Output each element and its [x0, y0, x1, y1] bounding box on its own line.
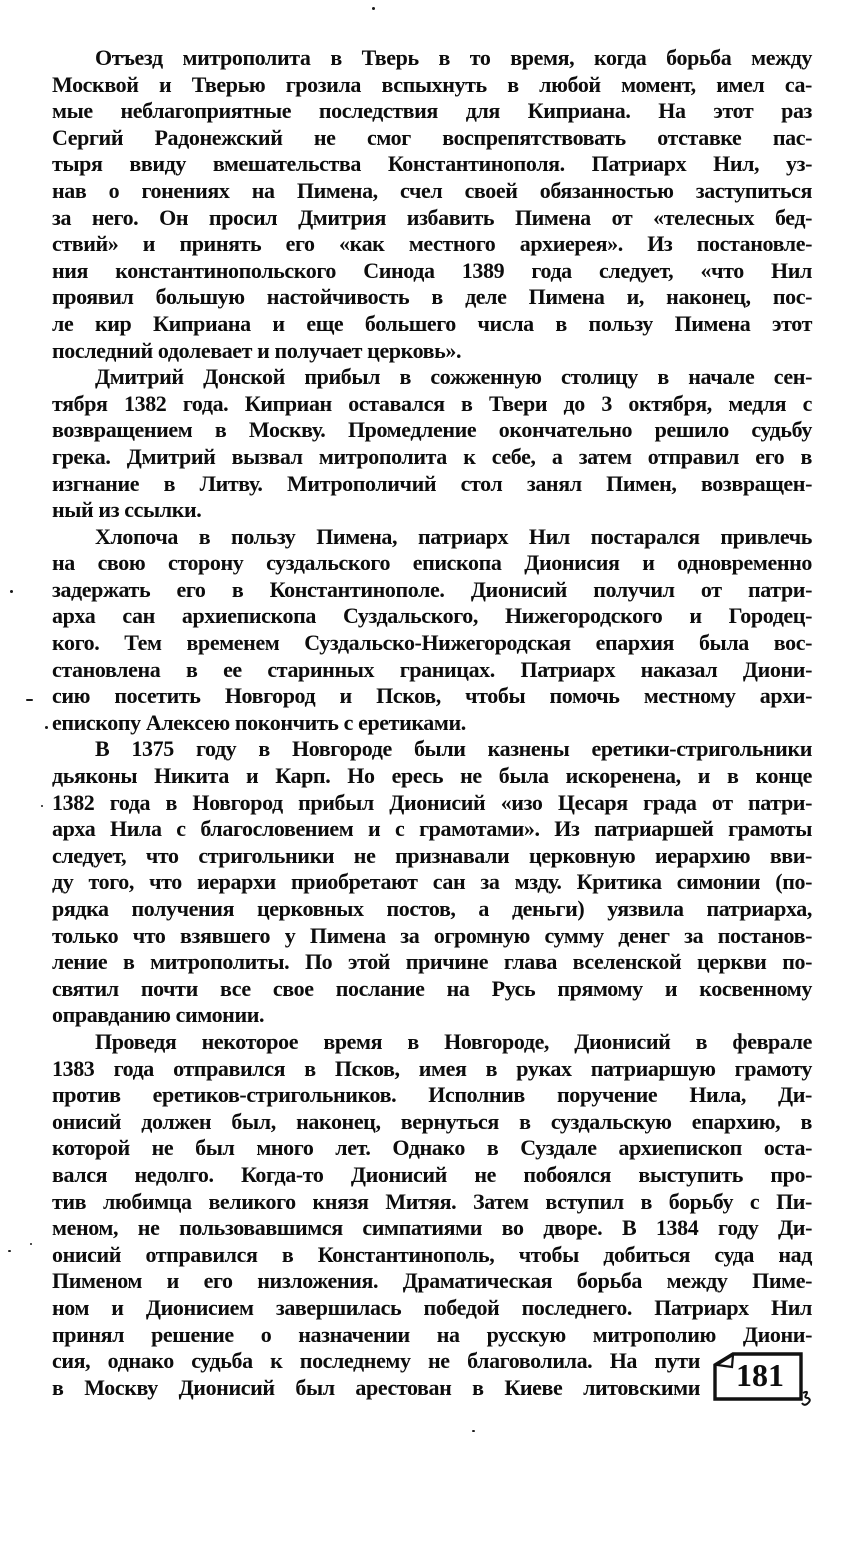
text-line: вался недолго. Когда-то Дионисий не побоялся выступить про- [52, 1161, 812, 1187]
paragraph-2 [52, 364, 812, 524]
paragraph-1 [52, 45, 812, 364]
text-line: проявил большую настойчивость в деле Пимена и, наконец, пос- [52, 284, 812, 310]
text-line: онисий отправился в Константинополь, чтобы добиться суда над [52, 1241, 812, 1267]
text-line: тября 1382 года. Киприан оставался в Твери до 3 октября, медля с [52, 390, 812, 416]
text-line: онисий должен был, наконец, вернуться в суздальскую епархию, в [52, 1108, 812, 1134]
paragraph-4 [52, 736, 812, 1029]
paragraph-5-tail [52, 1348, 812, 1401]
ink-curl-icon [802, 1392, 810, 1405]
text-line: мые неблагоприятные последствия для Киприана. На этот раз [52, 98, 812, 124]
text-line: нав о гонениях на Пимена, счел своей обязанностью заступиться [52, 177, 812, 203]
text-line: ном и Дионисием завершилась победой последнего. Патриарх Нил [52, 1294, 812, 1320]
text-line: ление в митрополиты. По этой причине глава вселенской церкви по- [52, 949, 812, 975]
scan-speck [8, 1250, 11, 1252]
page-number-box [712, 1352, 812, 1402]
text-line: оправданию симонии. [52, 1002, 265, 1028]
text-line: ный из ссылки. [52, 497, 202, 523]
scan-speck [10, 590, 13, 593]
text-line: Хлопоча в пользу Пимена, патриарх Нил постарался привлечь [95, 523, 812, 549]
text-line: на свою сторону суздальского епископа Дионисия и одновременно [52, 550, 812, 576]
text-line: Дмитрий Донской прибыл в сожженную столицу в начале сен- [95, 364, 812, 390]
text-line: тыря ввиду вмешательства Константинополя. Патриарх Нил, уз- [52, 151, 812, 177]
text-line: сия, однако судьба к последнему не благоволила. На пути [52, 1348, 700, 1374]
paragraph-5 [52, 1029, 812, 1348]
text-line: изгнание в Литву. Митрополичий стол занял Пимен, возвращен- [52, 470, 812, 496]
text-line: арха сан архиепископа Суздальского, Нижегородского и Городец- [52, 603, 812, 629]
text-line: против еретиков-стригольников. Исполнив поручение Нила, Ди- [52, 1082, 812, 1108]
text-line: кого. Тем временем Суздальско-Нижегородская епархия была вос- [52, 630, 812, 656]
text-line: Сергий Радонежский не смог воспрепятствовать отставке пас- [52, 124, 812, 150]
text-line: Пименом и его низложения. Драматическая борьба между Пиме- [52, 1268, 812, 1294]
text-line: принял решение о назначении на русскую митрополию Диони- [52, 1321, 812, 1347]
text-line: сию посетить Новгород и Псков, чтобы помочь местному архи- [52, 683, 812, 709]
text-line: арха Нила с благословением и с грамотами». Из патриаршей грамоты [52, 816, 812, 842]
text-line: епископу Алексею покончить с еретиками. [52, 709, 466, 735]
text-line: ду того, что иерархи приобретают сан за мзду. Критика симонии (по- [52, 869, 812, 895]
text-line: становлена в ее старинных границах. Патриарх наказал Диони- [52, 656, 812, 682]
text-line: святил почти все свое послание на Русь прямому и косвенному [52, 975, 812, 1001]
text-line: ния константинопольского Синода 1389 года следует, «что Нил [52, 257, 812, 283]
text-line: 1383 года отправился в Псков, имея в руках патриаршую грамоту [52, 1055, 812, 1081]
scan-speck [472, 1430, 475, 1432]
text-line: возвращением в Москву. Промедление окончательно решило судьбу [52, 417, 812, 443]
text-line: ле кир Киприана и еще большего числа в пользу Пимена этот [52, 310, 812, 336]
text-line: задержать его в Константинополе. Дионисий получил от патри- [52, 576, 812, 602]
text-line: за него. Он просил Дмитрия избавить Пимена от «телесных бед- [52, 204, 812, 230]
scan-speck [41, 805, 43, 807]
paragraph-3 [52, 524, 812, 737]
text-line: рядка получения церковных постов, а деньги) уязвила патриарха, [52, 896, 812, 921]
text-line: В 1375 году в Новгороде были казнены еретики-стригольники [95, 736, 812, 762]
text-line: дьяконы Никита и Карп. Но ересь не была искоренена, и в конце [52, 763, 812, 789]
text-line: Проведя некоторое время в Новгороде, Дионисий в феврале [95, 1028, 812, 1054]
scan-speck [372, 7, 375, 10]
text-line: последний одолевает и получает церковь». [52, 337, 462, 363]
text-line: Отъезд митрополита в Тверь в то время, когда борьба между [95, 45, 812, 70]
text-line: меном, не пользовавшимся симпатиями во дворе. В 1384 году Ди- [52, 1215, 812, 1241]
scan-speck [30, 1243, 32, 1245]
text-line: которой не был много лет. Однако в Суздале архиепископ оста- [52, 1135, 812, 1161]
text-line: грека. Дмитрий вызвал митрополита к себе, а затем отправил его в [52, 443, 812, 469]
text-line: Москвой и Тверью грозила вспыхнуть в любой момент, имел са- [52, 71, 812, 97]
text-line: 1382 года в Новгород прибыл Дионисий «изо Цесаря града от патри- [52, 789, 812, 815]
text-line: тив любимца великого князя Митяя. Затем вступил в борьбу с Пи- [52, 1188, 812, 1214]
text-line: ствий» и принять его «как местного архиерея». Из постановле- [52, 231, 812, 257]
scan-speck [45, 726, 48, 729]
scan-speck [26, 699, 33, 701]
text-line: только что взявшего у Пимена за огромную сумму денег за постанов- [52, 922, 812, 948]
page-number: 181 [736, 1356, 784, 1393]
text-line: следует, что стригольники не признавали церковную иерархию вви- [52, 842, 812, 868]
text-line: в Москву Дионисий был арестован в Киеве литовскими [52, 1374, 700, 1400]
